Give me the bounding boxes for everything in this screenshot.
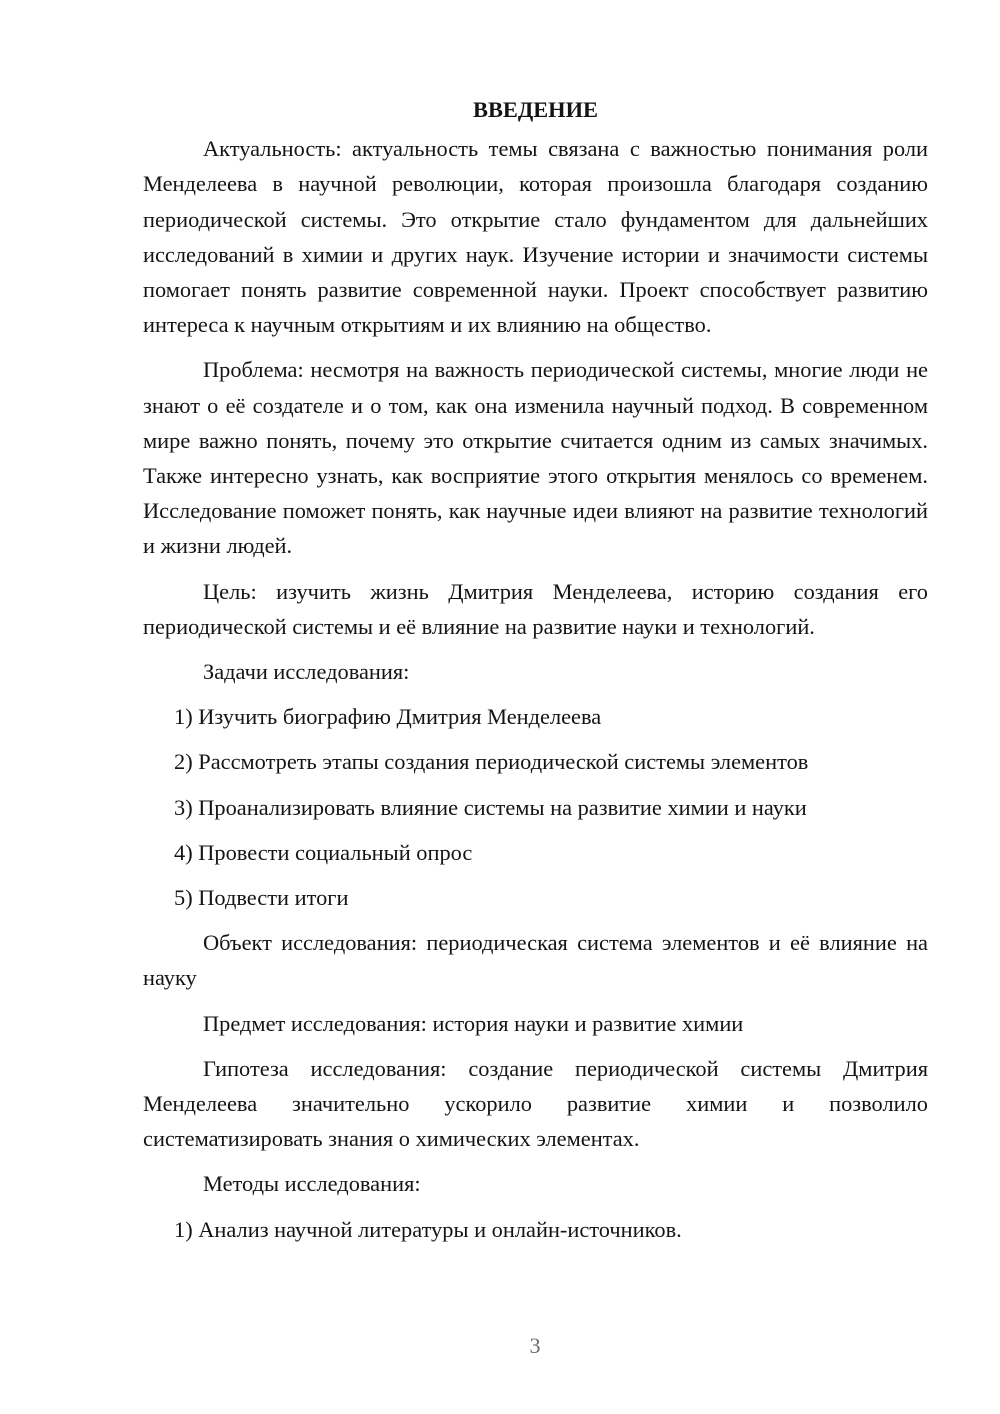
document-body <box>143 92 928 1257</box>
methods-list <box>143 1212 928 1247</box>
paragraph-actuality: Актуальность: актуальность темы связана с важностью понимания роли Менделеева в научной революции, которая произошла благодаря созданию периодической системы. Это открытие стало фундаментом для дальнейших исследований в химии и других наук. Изучение истории и значимости системы помогает понять развитие современной науки. Проект способствует развитию интереса к научным открытиям и их влиянию на общество. <box>143 136 928 338</box>
paragraph-goal: Цель: изучить жизнь Дмитрия Менделеева, историю создания его периодической системы и её влияние на развитие науки и технологий. <box>143 578 928 639</box>
paragraph-subject: Предмет исследования: история науки и развитие химии <box>203 1010 744 1036</box>
methods-heading: Методы исследования: <box>203 1171 421 1197</box>
list-item: 1) Анализ научной литературы и онлайн-источников. <box>174 1216 682 1242</box>
list-item: 4) Провести социальный опрос <box>174 839 473 865</box>
section-title: ВВЕДЕНИЕ <box>473 97 598 122</box>
page-number: 3 <box>529 1333 541 1358</box>
paragraph-problem: Проблема: несмотря на важность периодической системы, многие люди не знают о её создателе и о том, как она изменила научный подход. В современном мире важно понять, почему это открытие считается одним из самых значимых. Также интересно узнать, как восприятие этого открытия менялось со временем. Исследование поможет понять, как научные идеи влияют на развитие технологий и жизни людей. <box>143 357 928 559</box>
paragraph-object: Объект исследования: периодическая система элементов и её влияние на науку <box>143 930 928 991</box>
list-item: 1) Изучить биографию Дмитрия Менделеева <box>174 704 602 730</box>
list-item: 2) Рассмотреть этапы создания периодической системы элементов <box>174 749 809 775</box>
paragraph-hypothesis: Гипотеза исследования: создание периодической системы Дмитрия Менделеева значительно ускорило развитие химии и позволило систематизировать знания о химических элементах. <box>143 1055 928 1152</box>
tasks-heading: Задачи исследования: <box>203 659 410 685</box>
list-item: 3) Проанализировать влияние системы на развитие химии и науки <box>174 794 807 820</box>
tasks-list <box>143 699 928 915</box>
list-item: 5) Подвести итоги <box>174 885 349 911</box>
